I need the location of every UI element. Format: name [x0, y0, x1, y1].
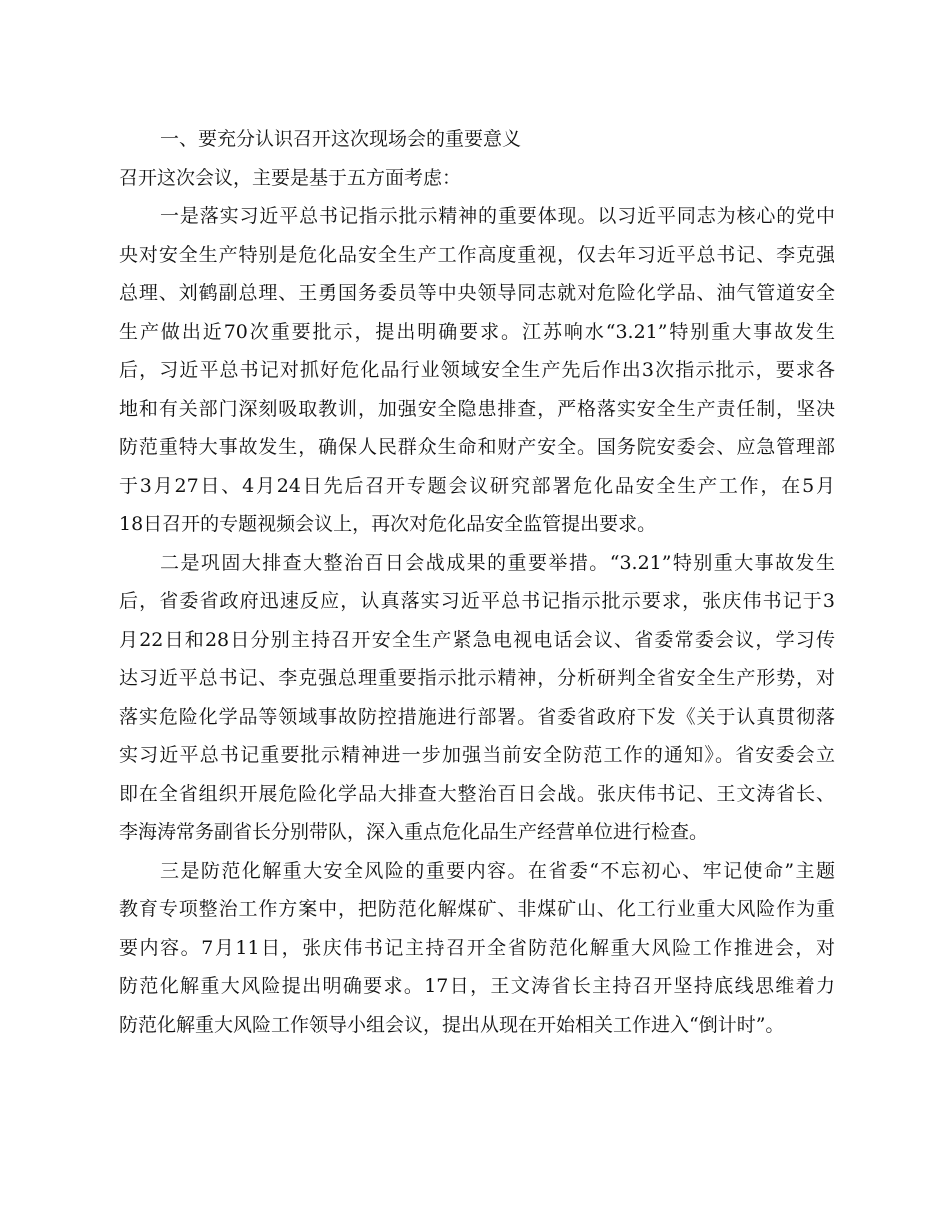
paragraph-2-line-8: 李海涛常务副省长分别带队，深入重点危化品生产经营单位进行检查。: [119, 821, 709, 843]
document-body: [119, 120, 835, 1044]
paragraph-1-line-1: 一是落实习近平总书记指示批示精神的重要体现。以习近平同志为核心的党中: [160, 205, 835, 227]
intro-line: 召开这次会议，主要是基于五方面考虑：: [119, 166, 462, 189]
paragraph-3-line-1: 三是防范化解重大安全风险的重要内容。在省委“不忘初心、牢记使命”主题: [160, 859, 835, 882]
section-heading: 一、要充分认识召开这次现场会的重要意义: [160, 128, 522, 150]
paragraph-2-line-1: 二是巩固大排查大整治百日会战成果的重要举措。“3.21”特别重大事故发生: [160, 551, 835, 574]
paragraph-3-line-2: 教育专项整治工作方案中，把防范化解煤矿、非煤矿山、化工行业重大风险作为重: [119, 898, 835, 920]
paragraph-1-line-9: 18日召开的专题视频会议上，再次对危化品安全监管提出要求。: [119, 513, 657, 535]
paragraph-1-line-5: 后，习近平总书记对抓好危化品行业领域安全生产先后作出3次指示批示，要求各: [119, 359, 835, 381]
paragraph-2-line-6: 实习近平总书记重要批示精神进一步加强当前安全防范工作的通知》。省安委会立: [119, 744, 835, 766]
paragraph-2-line-5: 落实危险化学品等领域事故防控措施进行部署。省委省政府下发《关于认真贯彻落: [119, 705, 835, 728]
paragraph-1-line-7: 防范重特大事故发生，确保人民群众生命和财产安全。国务院安委会、应急管理部: [119, 436, 835, 458]
paragraph-3-line-4: 防范化解重大风险提出明确要求。17日，王文涛省长主持召开坚持底线思维着力: [119, 975, 835, 997]
paragraph-2-line-2: 后，省委省政府迅速反应，认真落实习近平总书记指示批示要求，张庆伟书记于3: [119, 590, 835, 612]
paragraph-1-line-4: 生产做出近70次重要批示，提出明确要求。江苏响水“3.21”特别重大事故发生: [119, 320, 835, 343]
paragraph-3-line-3: 要内容。7月11日，张庆伟书记主持召开全省防范化解重大风险工作推进会，对: [119, 936, 835, 959]
paragraph-3-line-5: 防范化解重大风险工作领导小组会议，提出从现在开始相关工作进入“倒计时”。: [119, 1013, 785, 1036]
paragraph-1-line-8: 于3月27日、4月24日先后召开专题会议研究部署危化品安全生产工作，在5月: [119, 474, 835, 497]
paragraph-1-line-3: 总理、刘鹤副总理、王勇国务委员等中央领导同志就对危险化学品、油气管道安全: [119, 282, 835, 304]
paragraph-2-line-7: 即在全省组织开展危险化学品大排查大整治百日会战。张庆伟书记、王文涛省长、: [119, 782, 835, 805]
paragraph-2-line-4: 达习近平总书记、李克强总理重要指示批示精神，分析研判全省安全生产形势，对: [119, 667, 835, 689]
paragraph-1-line-6: 地和有关部门深刻吸取教训，加强安全隐患排查，严格落实安全生产责任制，坚决: [119, 397, 835, 420]
paragraph-1-line-2: 央对安全生产特别是危化品安全生产工作高度重视，仅去年习近平总书记、李克强: [119, 243, 835, 266]
paragraph-2-line-3: 月22日和28日分别主持召开安全生产紧急电视电话会议、省委常委会议，学习传: [119, 628, 835, 651]
